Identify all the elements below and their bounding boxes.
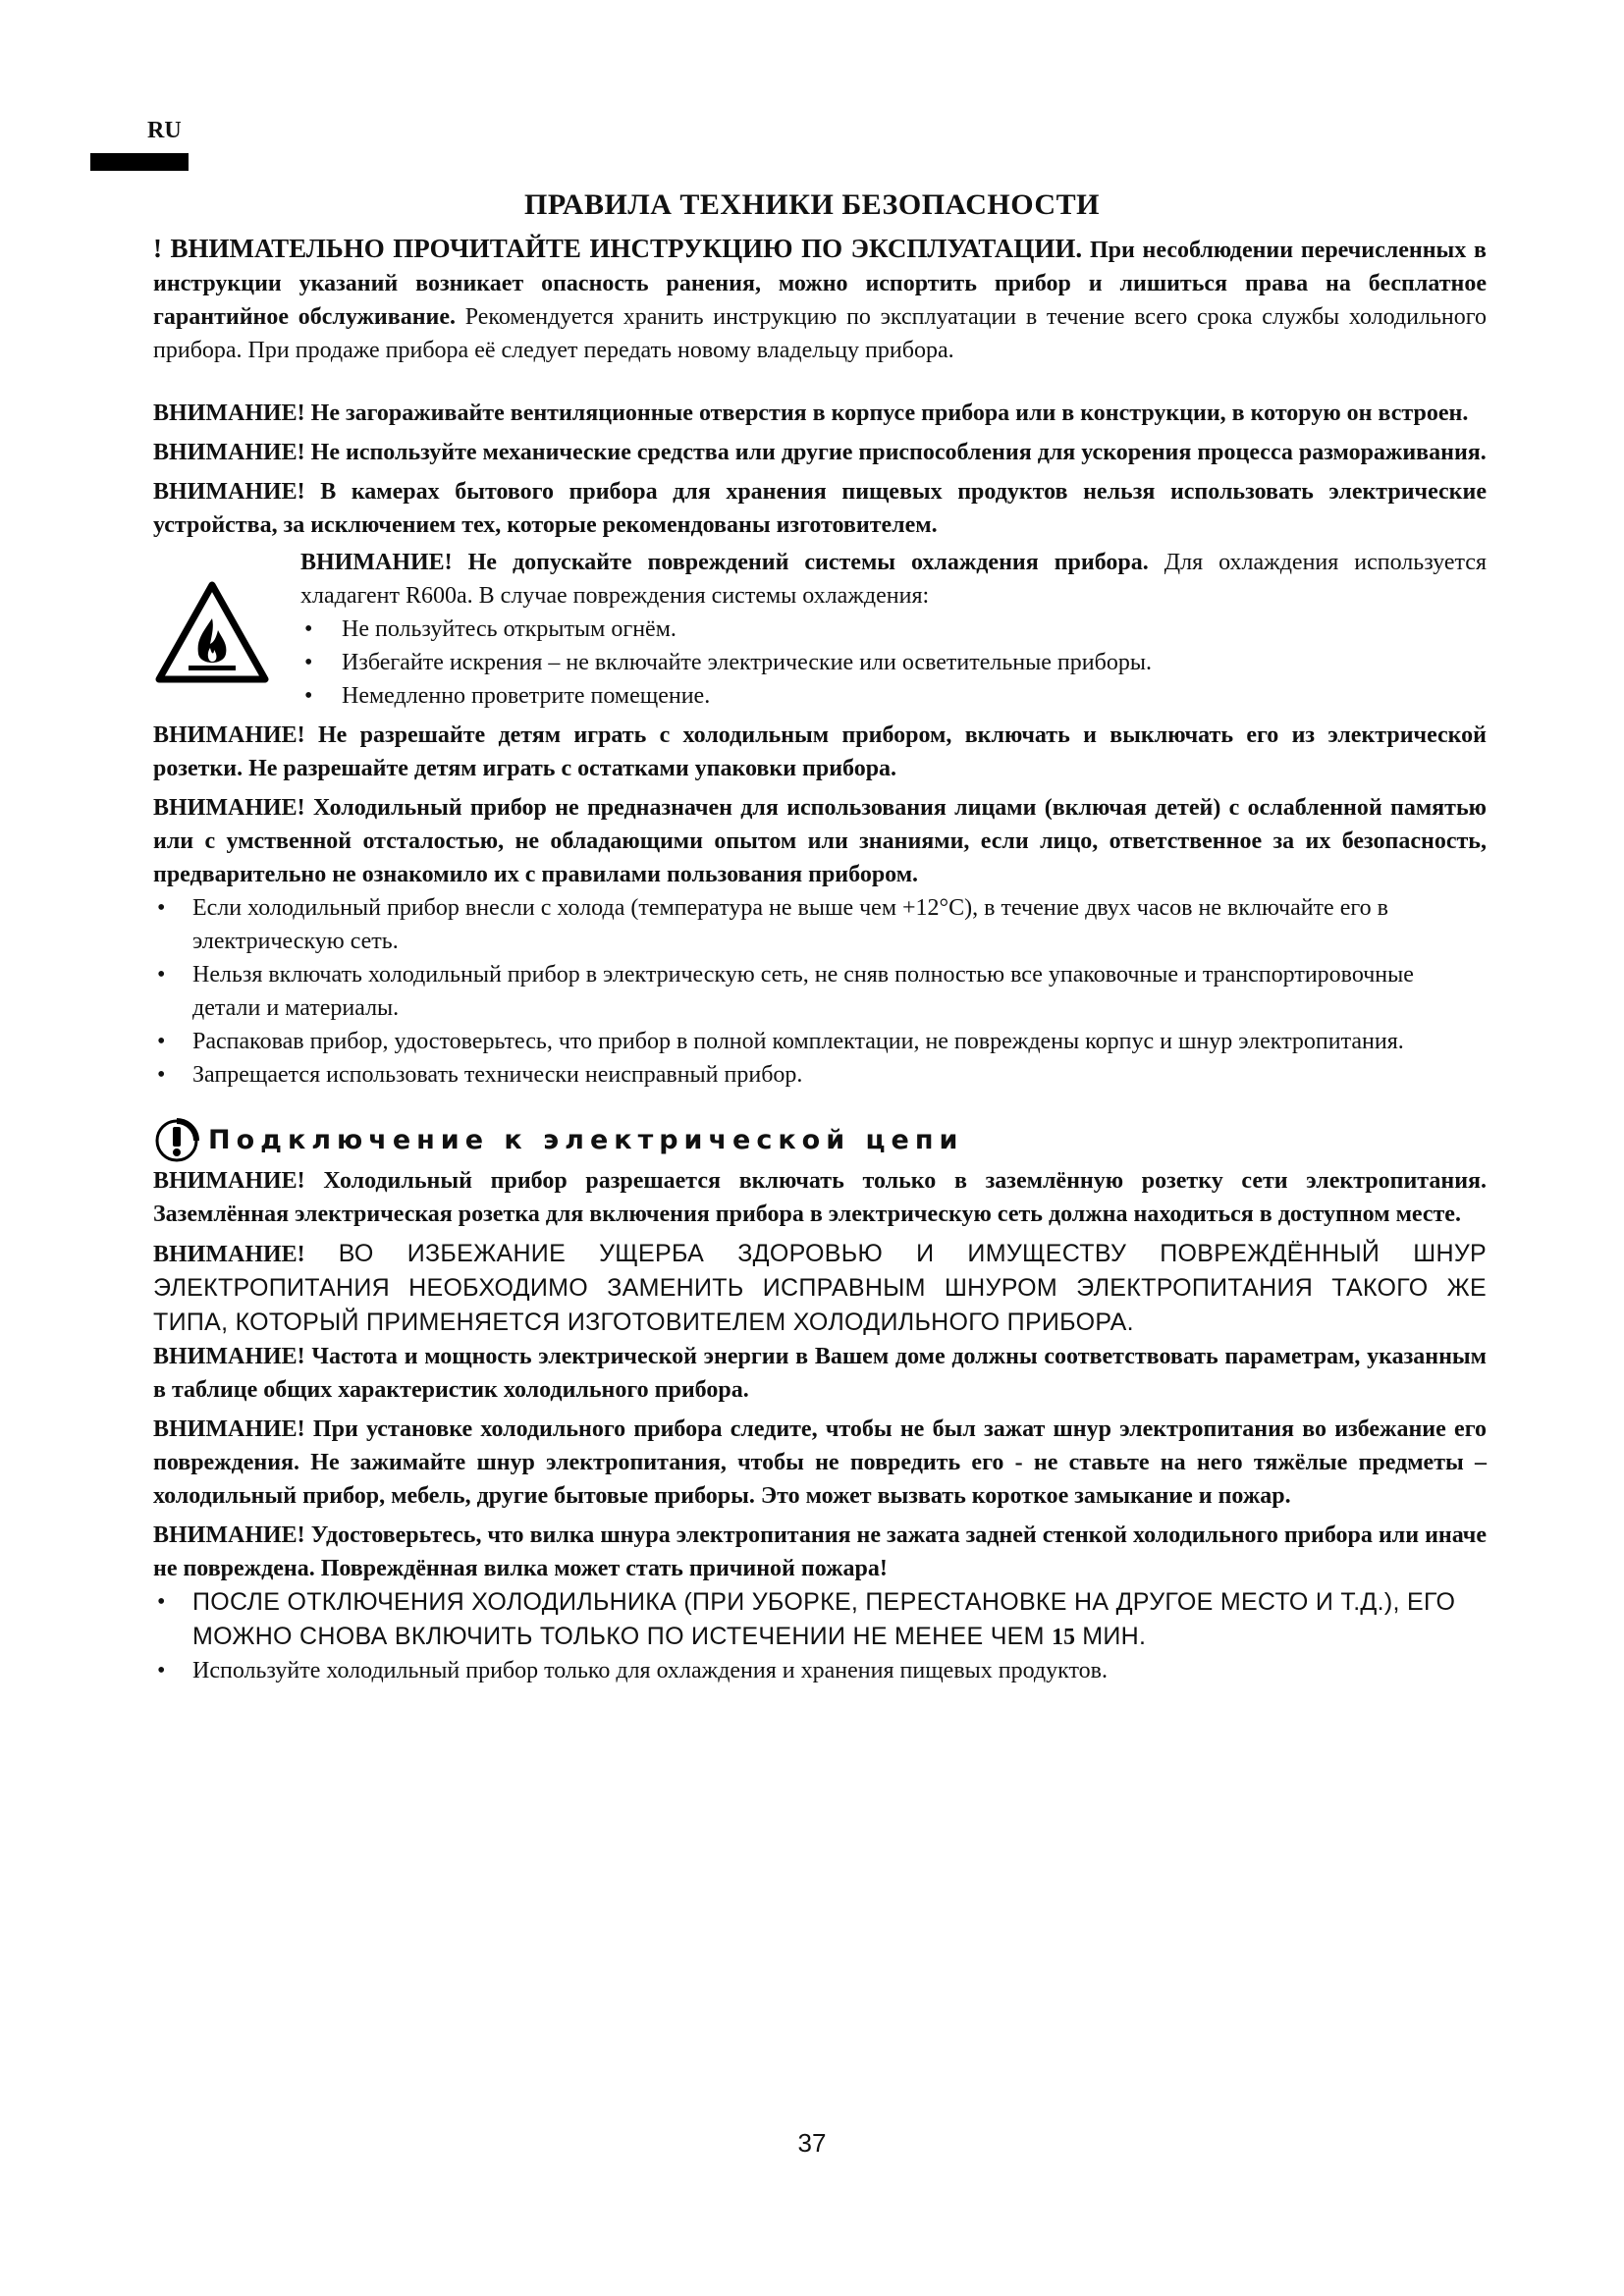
electric-section-header bbox=[153, 1117, 1487, 1164]
language-bar bbox=[90, 153, 189, 171]
list-item bbox=[153, 1585, 1487, 1654]
warning-frequency: ВНИМАНИЕ! Частота и мощность электрической энергии в Вашем доме должны соответствовать параметрам, указанным в таблице общих характеристик холодильного прибора. bbox=[153, 1344, 1487, 1403]
language-code: RU bbox=[147, 118, 182, 143]
refrigerant-bold: ВНИМАНИЕ! Не допускайте повреждений системы охлаждения прибора. bbox=[300, 550, 1149, 575]
warning-cord-replace-text: ВО ИЗБЕЖАНИЕ УЩЕРБА ЗДОРОВЬЮ И ИМУЩЕСТВУ ПОВРЕЖДЁННЫЙ ШНУР ЭЛЕКТРОПИТАНИЯ НЕОБХОДИМО ЗАМЕНИТЬ ИСПРАВНЫМ ШНУРОМ ЭЛЕКТРОПИТАНИЯ ТАКОГО ЖЕ ТИПА, КОТОРЫЙ ПРИМЕНЯЕТСЯ ИЗГОТОВИТЕЛЕМ ХОЛОДИЛЬНОГО ПРИБОРА. bbox=[153, 1240, 1487, 1336]
restart-minutes: 15 bbox=[1052, 1625, 1076, 1650]
intro-normal: Рекомендуется хранить инструкцию по эксплуатации в течение всего срока службы холодильного прибора. При продаже прибора её следует передать новому владельцу прибора. bbox=[153, 304, 1487, 363]
warning-persons: ВНИМАНИЕ! Холодильный прибор не предназначен для использования лицами (включая детей) с ослабленной памятью или с умственной отсталостью, не обладающими опытом или знаниями, если лицо, ответственное за их безопасность, предварительно не ознакомило их с правилами пользования прибором. bbox=[153, 795, 1487, 887]
refrigerant-text bbox=[300, 546, 1487, 613]
list-item: • Избегайте искрения – не включайте электрические или осветительные приборы. bbox=[300, 646, 1487, 679]
list-item: • Используйте холодильный прибор только для охлаждения и хранения пищевых продуктов. bbox=[153, 1654, 1487, 1687]
flammable-warning-icon bbox=[153, 579, 271, 687]
warning-electric-devices: ВНИМАНИЕ! В камерах бытового прибора для хранения пищевых продуктов нельзя использовать электрические устройства, за исключением тех, которые рекомендованы изготовителем. bbox=[153, 479, 1487, 538]
restart-text: ПОСЛЕ ОТКЛЮЧЕНИЯ ХОЛОДИЛЬНИКА (ПРИ УБОРКЕ, ПЕРЕСТАНОВКЕ НА ДРУГОЕ МЕСТО И Т.Д.), ЕГО МОЖНО СНОВА ВКЛЮЧИТЬ ТОЛЬКО ПО ИСТЕЧЕНИИ НЕ МЕНЕЕ ЧЕМ bbox=[192, 1588, 1456, 1650]
warning-cord-replace bbox=[153, 1237, 1487, 1340]
list-item: • Не пользуйтесь открытым огнём. bbox=[300, 613, 1487, 646]
refrigerant-warning bbox=[153, 546, 1487, 713]
restart-unit: МИН. bbox=[1075, 1623, 1147, 1650]
warning-children: ВНИМАНИЕ! Не разрешайте детям играть с холодильным прибором, включать и выключать его из электрической розетки. Не разрешайте детям играть с остатками упаковки прибора. bbox=[153, 722, 1487, 781]
list-item: • Если холодильный прибор внесли с холода (температура не выше чем +12°С), в течение двух часов не включайте его в электрическую сеть. bbox=[153, 891, 1487, 958]
final-bullets bbox=[153, 1585, 1487, 1687]
warning-grounded-socket: ВНИМАНИЕ! Холодильный прибор разрешается включать только в заземлённую розетку сети электропитания. Заземлённая электрическая розетка для включения прибора в электрическую сеть должна находиться в доступном месте. bbox=[153, 1168, 1487, 1227]
page-title: ПРАВИЛА ТЕХНИКИ БЕЗОПАСНОСТИ bbox=[524, 188, 1100, 221]
intro-paragraph bbox=[153, 232, 1487, 367]
list-item: • Распаковав прибор, удостоверьтесь, что прибор в полной комплектации, не повреждены корпус и шнур электропитания. bbox=[153, 1025, 1487, 1058]
document-body bbox=[153, 232, 1487, 1687]
warning-cord-pinch: ВНИМАНИЕ! При установке холодильного прибора следите, чтобы не был зажат шнур электропитания во избежание его повреждения. Не зажимайте шнур электропитания, чтобы не повредить его - не ставьте на него тяжёлые предметы – холодильный прибор, мебель, другие бытовые приборы. Это может вызвать короткое замыкание и пожар. bbox=[153, 1416, 1487, 1509]
warning-plug: ВНИМАНИЕ! Удостоверьтесь, что вилка шнура электропитания не зажата задней стенкой холодильного прибора или иначе не повреждена. Повреждённая вилка может стать причиной пожара! bbox=[153, 1522, 1487, 1581]
page-number: 37 bbox=[797, 2128, 827, 2158]
refrigerant-normal: Для охлаждения используется хладагент R600a. В случае повреждения системы охлаждения: bbox=[300, 550, 1488, 609]
electric-section-title: Подключение к электрической цепи bbox=[208, 1125, 964, 1155]
general-bullets bbox=[153, 891, 1487, 1092]
warning-ventilation: ВНИМАНИЕ! Не загораживайте вентиляционные отверстия в корпусе прибора или в конструкции, в которую он встроен. bbox=[153, 400, 1469, 426]
warning-defrost: ВНИМАНИЕ! Не используйте механические средства или другие приспособления для ускорения процесса размораживания. bbox=[153, 440, 1487, 465]
list-item: • Нельзя включать холодильный прибор в электрическую сеть, не сняв полностью все упаковочные и транспортировочные детали и материалы. bbox=[153, 958, 1487, 1025]
list-item: • Немедленно проветрите помещение. bbox=[300, 679, 1487, 713]
warning-label: ВНИМАНИЕ! bbox=[153, 1242, 305, 1267]
list-item: • Запрещается использовать технически неисправный прибор. bbox=[153, 1058, 1487, 1092]
intro-bold: При несоблюдении перечисленных в инструкции указаний возникает опасность ранения, можно испортить прибор и лишиться права на бесплатное гарантийное обслуживание. bbox=[153, 238, 1487, 330]
refrigerant-bullets bbox=[300, 613, 1487, 713]
exclamation-icon bbox=[153, 1117, 200, 1164]
intro-lead: ! ВНИМАТЕЛЬНО ПРОЧИТАЙТЕ ИНСТРУКЦИЮ ПО ЭКСПЛУАТАЦИИ. bbox=[153, 234, 1083, 263]
